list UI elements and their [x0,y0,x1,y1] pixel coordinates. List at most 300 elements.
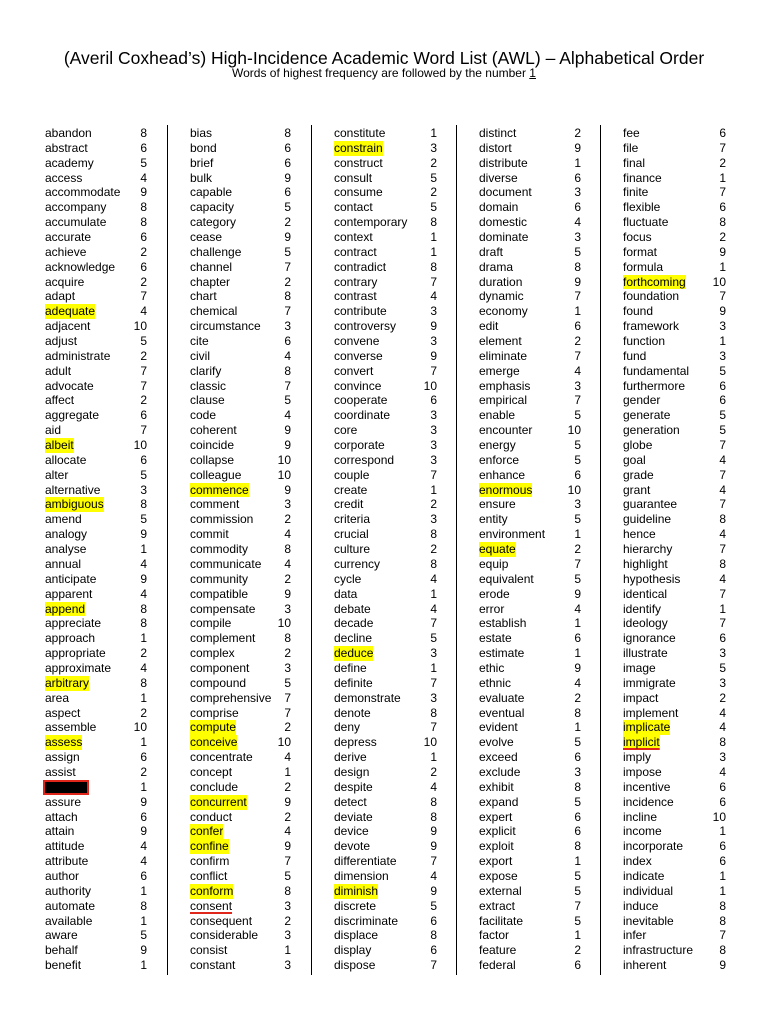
word-row [45,171,147,186]
word: differentiate [334,854,397,869]
word-column-5 [623,126,726,976]
word-row [190,141,291,156]
frequency-number: 9 [140,824,147,839]
frequency-number: 6 [719,779,726,794]
frequency-number: 6 [140,868,147,883]
word-row [623,958,726,973]
word-row [45,200,147,215]
word-row [45,185,147,200]
word-row [190,661,291,676]
frequency-number: 4 [719,720,726,735]
frequency-number: 9 [140,527,147,542]
word: assemble [45,720,97,735]
word: appreciate [45,616,102,631]
word-row [45,275,147,290]
word: amend [45,512,82,527]
word-row [45,468,147,483]
word-row [45,928,147,943]
word-row [623,260,726,275]
word-row [479,839,581,854]
word: compatible [190,586,249,601]
word-row [479,408,581,423]
frequency-number: 6 [284,334,291,349]
word: definite [334,675,373,690]
frequency-number: 3 [284,319,291,334]
frequency-number: 9 [284,230,291,245]
word-row [334,349,437,364]
word: inevitable [623,913,674,928]
frequency-number: 4 [574,601,581,616]
word: element [479,334,522,349]
word-row [479,602,581,617]
word-row [623,839,726,854]
frequency-number: 3 [284,898,291,913]
frequency-number: 2 [140,348,147,363]
frequency-number: 2 [140,705,147,720]
frequency-number: 6 [284,155,291,170]
word: code [190,408,217,423]
frequency-number: 8 [284,126,291,140]
frequency-number: 8 [430,259,437,274]
word-row [190,497,291,512]
word: communicate [190,556,262,571]
word-row [623,156,726,171]
word: facilitate [479,913,524,928]
frequency-number: 5 [574,408,581,423]
word: commission [190,512,254,527]
frequency-number: 7 [574,348,581,363]
word-row [45,393,147,408]
frequency-number: 3 [284,958,291,973]
word: classic [190,378,227,393]
frequency-number: 3 [430,452,437,467]
word-row [479,483,581,498]
frequency-number: 9 [284,794,291,809]
word: abandon [45,126,92,140]
word: attitude [45,839,85,854]
word-row [623,646,726,661]
word-row [623,171,726,186]
word-row [334,616,437,631]
frequency-number: 9 [140,185,147,200]
word: cease [190,230,223,245]
word: capacity [190,200,235,215]
frequency-number: 1 [574,155,581,170]
word: aggregate [45,408,100,423]
word: generation [623,423,680,438]
word: compound [190,675,247,690]
word-row [190,943,291,958]
word: exhibit [479,779,514,794]
word: framework [623,319,680,334]
frequency-number: 3 [719,348,726,363]
frequency-number: 8 [430,794,437,809]
word-row [623,512,726,527]
word-row [190,720,291,735]
frequency-number: 1 [574,646,581,661]
word: appropriate [45,646,106,661]
frequency-number: 8 [719,898,726,913]
word-row [479,438,581,453]
word-row [334,334,437,349]
frequency-number: 4 [719,705,726,720]
frequency-number: 10 [133,720,147,735]
frequency-number: 8 [430,705,437,720]
word: accompany [45,200,107,215]
word: contrast [334,289,377,304]
word: complement [190,631,256,646]
frequency-number: 10 [277,616,291,631]
frequency-number: 3 [574,378,581,393]
word-row [479,319,581,334]
word: hypothesis [623,571,681,586]
frequency-number: 8 [140,497,147,512]
word-row [479,289,581,304]
word-row [190,869,291,884]
word: finite [623,185,649,200]
frequency-number: 3 [719,319,726,334]
word: constrain [334,140,383,155]
word-row [334,512,437,527]
frequency-number: 1 [140,631,147,646]
word: component [190,660,250,675]
frequency-number: 3 [719,675,726,690]
subtitle-number: 1 [529,66,536,80]
word-row [190,289,291,304]
word: final [623,155,646,170]
word-row [45,512,147,527]
word-row [479,334,581,349]
frequency-number: 7 [719,185,726,200]
page-subtitle [0,66,768,80]
word: draft [479,244,504,259]
frequency-number: 5 [430,898,437,913]
word: discriminate [334,913,399,928]
word: finance [623,170,662,185]
frequency-number: 4 [140,839,147,854]
word: expand [479,794,519,809]
word-row [190,795,291,810]
frequency-number: 3 [719,750,726,765]
frequency-number: 2 [284,274,291,289]
word: feature [479,943,517,958]
word-row [479,245,581,260]
frequency-number: 5 [284,200,291,215]
word-row [45,750,147,765]
frequency-number: 6 [719,393,726,408]
frequency-number: 9 [430,319,437,334]
word-row [190,200,291,215]
word-row [623,676,726,691]
frequency-number: 3 [430,423,437,438]
word: credit [334,497,364,512]
word-row [334,393,437,408]
word: ambiguous [45,497,104,512]
word-row [45,364,147,379]
frequency-number: 3 [430,140,437,155]
page-title: (Averil Coxhead’s) High-Incidence Academic Word List (AWL) – Alphabetical Order [63,48,705,68]
word: forthcoming [623,274,686,289]
word: adjust [45,334,78,349]
word: automate [45,898,96,913]
frequency-number: 6 [430,913,437,928]
word-column-2 [190,126,291,976]
word-row [479,215,581,230]
frequency-number: 5 [719,408,726,423]
word: compensate [190,601,256,616]
word-row [623,854,726,869]
word-row [45,854,147,869]
word-row [190,512,291,527]
word-row [623,542,726,557]
word-row [623,141,726,156]
word: globe [623,438,653,453]
word: emphasis [479,378,531,393]
word-row [623,289,726,304]
word: commit [190,527,229,542]
word-row [45,497,147,512]
word-row [479,884,581,899]
word-row [479,379,581,394]
frequency-number: 5 [574,913,581,928]
frequency-number: 5 [574,571,581,586]
frequency-number: 1 [574,720,581,735]
word-row [479,765,581,780]
word-row [479,928,581,943]
word-row [334,943,437,958]
frequency-number: 6 [719,794,726,809]
frequency-number: 4 [140,170,147,185]
word-row [479,958,581,973]
word: arbitrary [45,675,90,690]
word: ethnic [479,675,512,690]
word-row [623,364,726,379]
word-row [334,765,437,780]
word: conceive [190,735,238,750]
word-row [479,810,581,825]
frequency-number: 7 [284,259,291,274]
word-row [479,260,581,275]
word-row [45,958,147,973]
word: deduce [334,646,374,661]
frequency-number: 2 [719,230,726,245]
word-row [190,542,291,557]
word-row [479,304,581,319]
word-row [479,646,581,661]
frequency-number: 5 [719,363,726,378]
frequency-number: 9 [284,586,291,601]
word-row [479,899,581,914]
word: colleague [190,467,242,482]
word-row [190,765,291,780]
frequency-number: 1 [140,883,147,898]
word-row [334,497,437,512]
word: albeit [45,438,74,453]
word: incline [623,809,658,824]
word-row [334,453,437,468]
frequency-number: 8 [574,779,581,794]
word-row [334,245,437,260]
redacted-word [45,782,87,793]
frequency-number: 2 [284,720,291,735]
frequency-number: 7 [719,438,726,453]
frequency-number: 4 [284,408,291,423]
word-row [45,245,147,260]
word: eliminate [479,348,528,363]
word-row [623,423,726,438]
word-row [334,587,437,602]
column-divider [311,125,312,975]
word: impact [623,690,659,705]
word-column-1 [45,126,147,976]
frequency-number: 2 [140,393,147,408]
word: compute [190,720,237,735]
word: data [334,586,358,601]
frequency-number: 8 [430,215,437,230]
frequency-number: 1 [719,259,726,274]
frequency-number: 1 [574,527,581,542]
word: foundation [623,289,680,304]
frequency-number: 2 [430,155,437,170]
frequency-number: 5 [574,735,581,750]
frequency-number: 7 [574,393,581,408]
frequency-number: 3 [284,601,291,616]
frequency-number: 6 [140,750,147,765]
word-row [334,810,437,825]
frequency-number: 6 [574,170,581,185]
word-row [45,230,147,245]
frequency-number: 5 [574,794,581,809]
frequency-number: 8 [140,675,147,690]
word: equip [479,556,509,571]
word-row [45,780,147,795]
frequency-number: 5 [574,438,581,453]
word: authority [45,883,92,898]
frequency-number: 4 [574,363,581,378]
word-row [45,141,147,156]
frequency-number: 3 [719,646,726,661]
word-row [190,408,291,423]
word: enforce [479,452,520,467]
word-row [623,126,726,141]
frequency-number: 1 [719,824,726,839]
frequency-number: 5 [140,928,147,943]
word: conduct [190,809,233,824]
frequency-number: 1 [574,928,581,943]
word-row [623,720,726,735]
word-row [190,706,291,721]
word-row [45,735,147,750]
word-row [334,215,437,230]
frequency-number: 4 [719,452,726,467]
frequency-number: 2 [574,334,581,349]
word-row [479,661,581,676]
word: constant [190,958,236,973]
word: diminish [334,883,379,898]
frequency-number: 6 [140,452,147,467]
word: convince [334,378,382,393]
word-row [334,780,437,795]
word: focus [623,230,652,245]
word: enhance [479,467,526,482]
word-row [623,884,726,899]
frequency-number: 4 [140,660,147,675]
word: create [334,482,368,497]
word: annual [45,556,82,571]
word: error [479,601,505,616]
word: image [623,660,656,675]
word: define [334,660,367,675]
word-row [479,423,581,438]
word-row [334,839,437,854]
word: available [45,913,93,928]
word-row [45,408,147,423]
frequency-number: 1 [574,304,581,319]
word: export [479,854,513,869]
frequency-number: 2 [574,943,581,958]
frequency-number: 6 [574,319,581,334]
word: derive [334,750,367,765]
frequency-number: 5 [284,868,291,883]
frequency-number: 4 [284,824,291,839]
frequency-number: 8 [140,215,147,230]
word: corporate [334,438,385,453]
word-row [334,661,437,676]
word: civil [190,348,210,363]
frequency-number: 8 [574,705,581,720]
word: denote [334,705,371,720]
word: estimate [479,646,525,661]
word: encounter [479,423,533,438]
word-row [45,126,147,141]
word-row [623,631,726,646]
frequency-number: 8 [430,527,437,542]
word: diverse [479,170,518,185]
frequency-number: 1 [719,334,726,349]
word-row [623,468,726,483]
word-row [334,379,437,394]
word: goal [623,452,646,467]
word-row [190,914,291,929]
word-row [45,914,147,929]
word: expose [479,868,518,883]
word: evident [479,720,518,735]
word: confer [190,824,224,839]
word-row [623,304,726,319]
word-row [45,795,147,810]
word: confirm [190,854,230,869]
word-row [479,497,581,512]
word: administrate [45,348,111,363]
word-row [479,468,581,483]
frequency-number: 6 [430,943,437,958]
frequency-number: 8 [140,200,147,215]
frequency-number: 9 [284,170,291,185]
word-row [479,780,581,795]
frequency-number: 2 [140,646,147,661]
word: append [45,601,86,616]
frequency-number: 1 [719,170,726,185]
frequency-number: 4 [284,348,291,363]
word: design [334,764,370,779]
word-row [45,289,147,304]
word-row [479,869,581,884]
frequency-number: 5 [140,334,147,349]
word-row [190,215,291,230]
frequency-number: 2 [284,913,291,928]
word-row [334,869,437,884]
word: indicate [623,868,665,883]
